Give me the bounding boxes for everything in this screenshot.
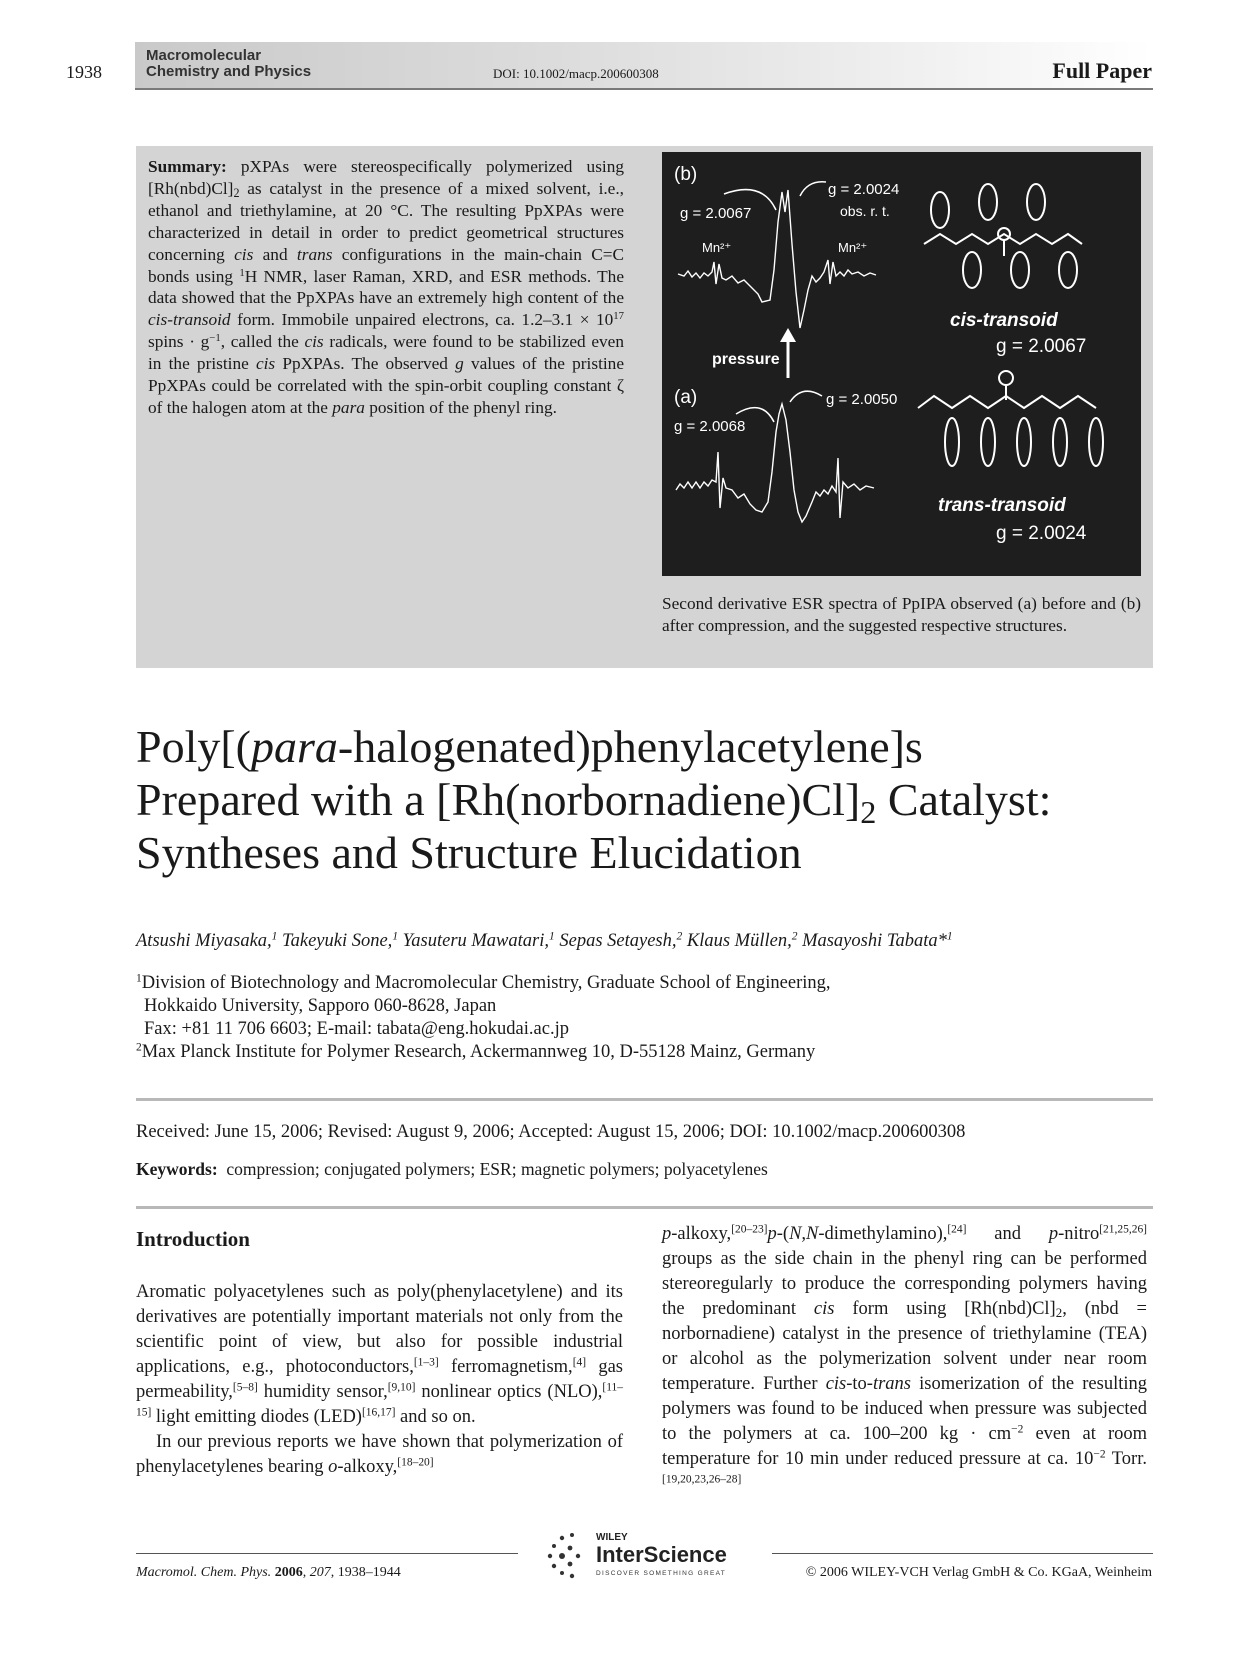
b-obs: obs. r. t. <box>840 203 890 219</box>
paper-type: Full Paper <box>1052 58 1152 83</box>
summary-label: Summary: <box>148 157 227 176</box>
cis-transoid-g: g = 2.0067 <box>996 336 1087 357</box>
journal-name <box>146 48 311 80</box>
svg-text:DISCOVER SOMETHING GREAT: DISCOVER SOMETHING GREAT <box>596 1570 727 1577</box>
page-number: 1938 <box>66 62 102 82</box>
journal-name-line1: Macromolecular <box>146 47 262 64</box>
body-left-column <box>136 1280 623 1480</box>
affiliations: $^1$Division of Biotechnology and Macromolecular Chemistry, Graduate School of Engineering, Hokkaido University, Sapporo 060-8628, Japan Fax: +81 11 706 6603; E-mail: tabata@eng.hokudai.ac.jp $^2$Max Planck Institute for Polymer Research, Ackermannweg 10, D-55128 Mainz, Germany <box>136 972 1146 1064</box>
trans-transoid-label: trans-transoid <box>938 495 1066 516</box>
figure-label-a: (a) <box>674 387 698 408</box>
b-g-left: g = 2.0067 <box>680 205 752 222</box>
author: Atsushi Miyasaka, <box>136 931 272 951</box>
body-right-column <box>662 1222 1147 1497</box>
svg-text:InterScience: InterScience <box>596 1542 727 1567</box>
mn-right: Mn²⁺ <box>838 240 868 255</box>
author-list: Atsushi Miyasaka,$^1$ Takeyuki Sone,$^1$ Yasuteru Mawatari,$^1$ Sepas Setayesh,$^2$ Klaus Müllen,$^2$ Masayoshi Tabata*$^1$ <box>136 930 953 951</box>
author: Masayoshi Tabata* <box>802 931 947 951</box>
divider <box>136 1206 1153 1209</box>
author: Takeyuki Sone, <box>282 931 393 951</box>
summary-text: Summary: pXPAs were stereospecifically polymerized using $[Rh(nbd)Cl]_2$ as catalyst in the presence of a mixed solvent, i.e., ethanol and triethylamine, at 20 °C. The resulting PpXPAs were characterized in detail in order to predict geometrical structures concerning cis and trans configurations in the main-chain C=C bonds using $^1$H NMR, laser Raman, XRD, and ESR methods. The data showed that the PpXPAs have an extremely high content of the cis-transoid form. Immobile unpaired electrons, ca. $1.2-3.1 \times 10^{17}$ spins · $g^{-1}$, called the cis radicals, were found to be stabilized even in the pristine cis PpXPAs. The observed g values of the pristine PpXPAs could be correlated with the spin-orbit coupling constant ζ of the halogen atom at the para position of the phenyl ring. <box>148 157 625 417</box>
cis-transoid-label: cis-transoid <box>950 310 1058 331</box>
affiliation-2: $^2$Max Planck Institute for Polymer Research, Ackermannweg 10, D-55128 Mainz, Germany <box>136 1041 816 1062</box>
interscience-logo <box>538 1526 748 1582</box>
svg-text:WILEY: WILEY <box>596 1532 628 1543</box>
figure-caption: Second derivative ESR spectra of PpIPA observed (a) before and (b) after compression, and the suggested respective structures. <box>662 594 1141 635</box>
mn-left: Mn²⁺ <box>702 240 732 255</box>
article-title: Poly[(para-halogenated)phenylacetylene]s Prepared with a $[Rh(norbornadiene)Cl]_2$ Catalyst: Syntheses and Structure Elucidation <box>136 721 1052 878</box>
copyright: © 2006 WILEY-VCH Verlag GmbH & Co. KGaA, Weinheim <box>805 1565 1152 1580</box>
author: Sepas Setayesh, <box>559 931 677 951</box>
paragraph: Aromatic polyacetylenes such as poly(phenylacetylene) and its derivatives are potentially important materials not only from the scientific point of view, but also for possible industrial applications, e.g., photoconductors,[1–3] ferromagnetism,[4] gas permeability,[5–8] humidity sensor,[9,10] nonlinear optics (NLO),[11–15] light emitting diodes (LED)[16,17] and so on. <box>136 1282 623 1427</box>
header-doi: DOI: 10.1002/macp.200600308 <box>493 66 659 81</box>
affiliation-1: $^1$Division of Biotechnology and Macromolecular Chemistry, Graduate School of Engineering, <box>136 972 831 993</box>
paragraph: p-alkoxy,[20–23]p-(N,N-dimethylamino),[24] and p-nitro[21,25,26] groups as the side chain in the phenyl ring can be performed stereoregularly to produce the corresponding polymers having the predominant cis form using $[Rh(nbd)Cl]_2$, (nbd = norbornadiene) catalyst in the presence of triethylamine (TEA) or alcohol as the polymerization solvent under near room temperature. Further cis-to-trans isomerization of the resulting polymers was found to be induced when pressure was subjected to the polymers at ca. 100–200 kg · $cm^{-2}$ even at room temperature for 10 min under reduced pressure at ca. $10^{-2}$ Torr.[19,20,23,26–28] <box>662 1223 1147 1486</box>
author: Klaus Müllen, <box>686 931 792 951</box>
a-g-right: g = 2.0050 <box>826 391 898 408</box>
paragraph: In our previous reports we have shown that polymerization of phenylacetylenes bearing o-alkoxy,[18–20] <box>136 1432 623 1477</box>
contact-line: Fax: +81 11 706 6603; E-mail: tabata@eng.hokudai.ac.jp <box>144 1019 569 1039</box>
pressure-label: pressure <box>712 351 780 368</box>
esr-spectra-figure <box>662 152 1141 576</box>
globe-icon <box>548 1533 580 1578</box>
footer-rule <box>136 1553 518 1554</box>
section-heading: Introduction <box>136 1227 250 1251</box>
journal-name-line2: Chemistry and Physics <box>146 63 312 80</box>
divider <box>136 1098 1153 1101</box>
keywords: Keywords: compression; conjugated polymers; ESR; magnetic polymers; polyacetylenes <box>136 1159 768 1179</box>
author: Yasuteru Mawatari, <box>402 931 549 951</box>
footer-rule <box>772 1553 1153 1554</box>
figure-label-b: (b) <box>674 164 698 185</box>
citation: Macromol. Chem. Phys. 2006, 207, 1938–1944 <box>136 1565 401 1580</box>
trans-transoid-g: g = 2.0024 <box>996 523 1087 544</box>
received-dates: Received: June 15, 2006; Revised: August 9, 2006; Accepted: August 15, 2006; DOI: 10.1002/macp.200600308 <box>136 1122 966 1142</box>
b-g-right: g = 2.0024 <box>828 181 900 198</box>
a-g-left: g = 2.0068 <box>674 418 746 435</box>
